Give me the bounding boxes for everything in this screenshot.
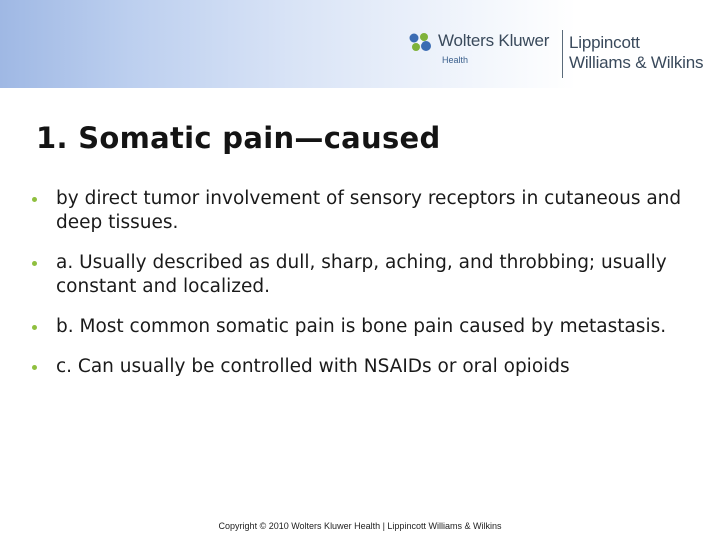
bullet-text: a. Usually described as dull, sharp, aching, and throbbing; usually constant and localized. [56, 252, 667, 297]
bullet-item [32, 187, 692, 235]
logo-divider [562, 30, 563, 78]
slide-title: 1. Somatic pain—caused [36, 121, 441, 155]
footer-copyright: Copyright © 2010 Wolters Kluwer Health | Lippincott Williams & Wilkins [218, 521, 502, 531]
bullet-text: c. Can usually be controlled with NSAIDs or oral opioids [56, 356, 570, 377]
bullet-item [32, 355, 692, 379]
imprint-name-line1: Lippincott [569, 33, 640, 52]
bullet-dot-icon [32, 365, 37, 370]
bullet-dot-icon [32, 197, 37, 202]
wolters-kluwer-logo-icon [408, 32, 434, 54]
bullet-dot-icon [32, 261, 37, 266]
publisher-name: Wolters Kluwer [438, 31, 550, 50]
bullet-item [32, 315, 692, 339]
publisher-division: Health [442, 55, 469, 65]
bullet-item [32, 251, 692, 299]
bullet-list [32, 187, 692, 395]
imprint-name-line2: Williams & Wilkins [569, 53, 704, 72]
bullet-dot-icon [32, 325, 37, 330]
bullet-text: b. Most common somatic pain is bone pain caused by metastasis. [56, 316, 667, 337]
bullet-text: by direct tumor involvement of sensory receptors in cutaneous and deep tissues. [56, 188, 682, 233]
